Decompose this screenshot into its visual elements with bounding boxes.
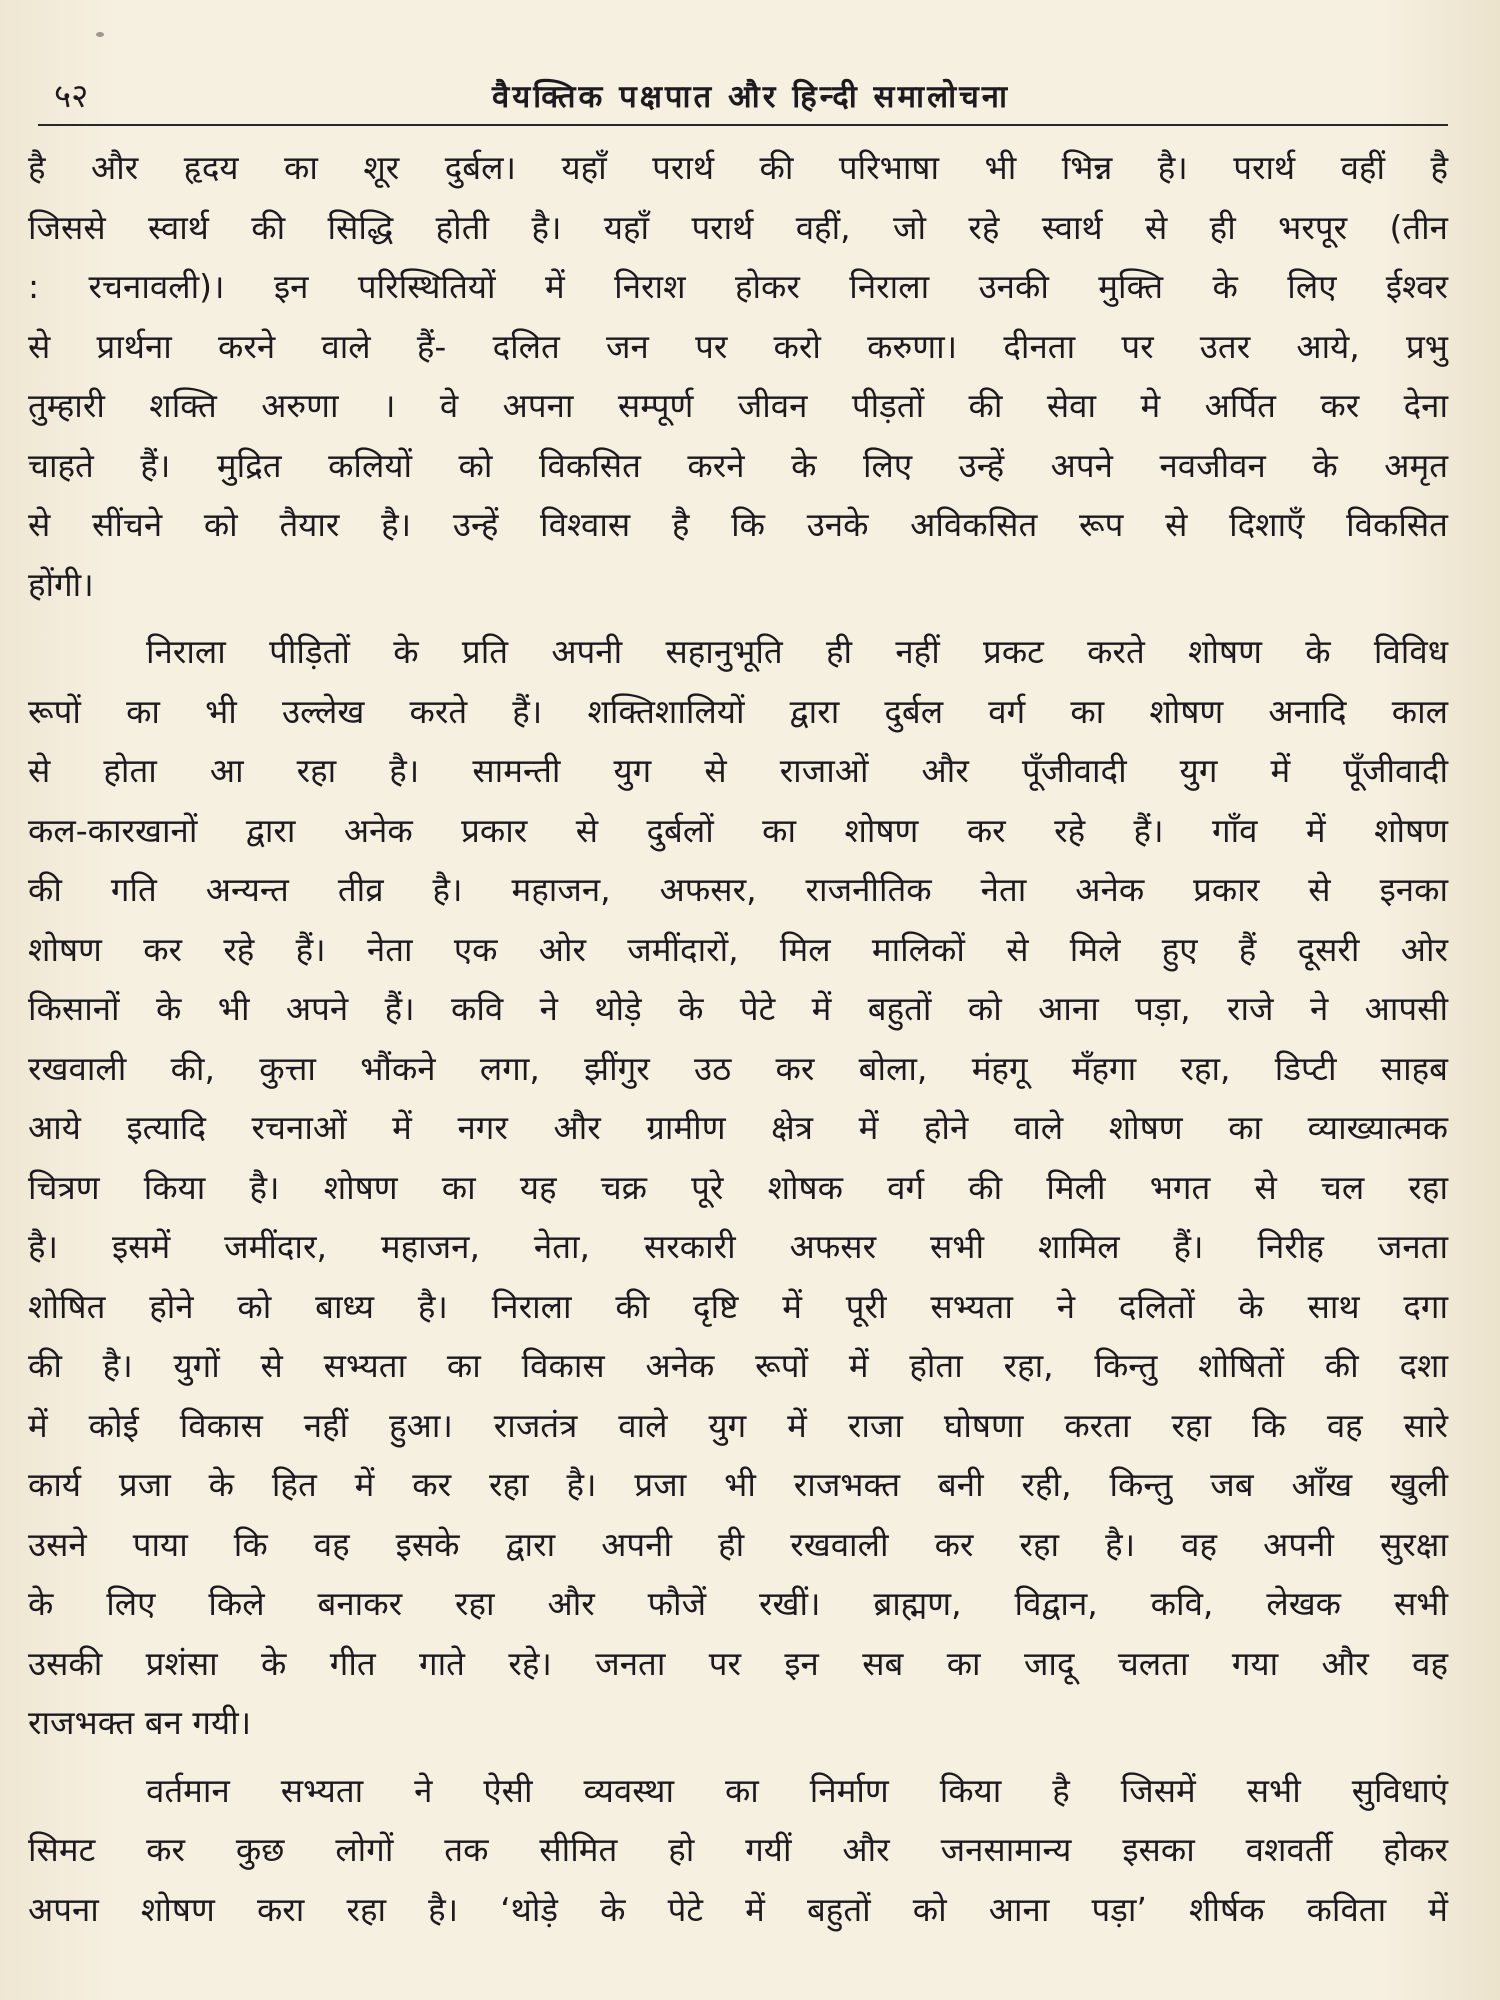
- page-number: ५२: [54, 76, 89, 115]
- text-line: है और हृदय का शूर दुर्बल। यहाँ परार्थ की परिभाषा भी भिन्न है। परार्थ वहीं है: [28, 148, 1448, 187]
- running-head: [38, 72, 1448, 126]
- body-text: [28, 138, 1448, 1939]
- text-line: से सींचने को तैयार है। उन्हें विश्वास है कि उनके अविकसित रूप से दिशाएँ विकसित: [28, 505, 1448, 544]
- text-line: राजभक्त बन गयी।: [28, 1703, 252, 1742]
- text-line: में कोई विकास नहीं हुआ। राजतंत्र वाले युग में राजा घोषणा करता रहा कि वह सारे: [28, 1405, 1448, 1445]
- text-line: कल-कारखानों द्वारा अनेक प्रकार से दुर्बलों का शोषण कर रहे हैं। गाँव में शोषण: [28, 810, 1448, 850]
- text-line: चाहते हैं। मुद्रित कलियों को विकसित करने के लिए उन्हें अपने नवजीवन के अमृत: [28, 445, 1448, 485]
- text-line: कार्य प्रजा के हित में कर रहा है। प्रजा भी राजभक्त बनी रही, किन्तु जब आँख खुली: [28, 1465, 1448, 1504]
- print-speck: [96, 32, 104, 37]
- paragraph-2: [28, 622, 1448, 1753]
- text-line: : रचनावली)। इन परिस्थितियों में निराश होकर निराला उनकी मुक्ति के लिए ईश्वर: [28, 267, 1448, 306]
- text-line: वर्तमान सभ्यता ने ऐसी व्यवस्था का निर्माण किया है जिसमें सभी सुविधाएं: [146, 1770, 1448, 1810]
- text-line: के लिए किले बनाकर रहा और फौजें रखीं। ब्राह्मण, विद्वान, कवि, लेखक सभी: [28, 1584, 1448, 1623]
- text-line: से प्रार्थना करने वाले हैं- दलित जन पर करो करुणा। दीनता पर उतर आये, प्रभु: [28, 326, 1448, 366]
- text-line: की गति अन्यन्त तीव्र है। महाजन, अफसर, राजनीतिक नेता अनेक प्रकार से इनका: [28, 870, 1448, 909]
- text-line: उसकी प्रशंसा के गीत गाते रहे। जनता पर इन सब का जादू चलता गया और वह: [28, 1643, 1448, 1683]
- text-line: अपना शोषण करा रहा है। ‘थोड़े के पेटे में बहुतों को आना पड़ा’ शीर्षक कविता में: [28, 1889, 1448, 1929]
- paragraph-1: [28, 138, 1448, 614]
- text-line: रखवाली की, कुत्ता भौंकने लगा, झींगुर उठ कर बोला, मंहगू मँहगा रहा, डिप्टी साहब: [28, 1048, 1448, 1088]
- text-line: शोषण कर रहे हैं। नेता एक ओर जमींदारों, मिल मालिकों से मिले हुए हैं दूसरी ओर: [28, 929, 1448, 969]
- text-line: शोषित होने को बाध्य है। निराला की दृष्टि में पूरी सभ्यता ने दलितों के साथ दगा: [28, 1286, 1448, 1326]
- text-line: होंगी।: [28, 564, 94, 604]
- text-line: सिमट कर कुछ लोगों तक सीमित हो गयीं और जनसामान्य इसका वशवर्ती होकर: [28, 1830, 1448, 1869]
- book-title: वैयक्तिक पक्षपात और हिन्दी समालोचना: [491, 79, 1011, 115]
- text-line: से होता आ रहा है। सामन्ती युग से राजाओं और पूँजीवादी युग में पूँजीवादी: [28, 751, 1448, 790]
- text-line: है। इसमें जमींदार, महाजन, नेता, सरकारी अफसर सभी शामिल हैं। निरीह जनता: [28, 1227, 1448, 1266]
- text-line: आये इत्यादि रचनाओं में नगर और ग्रामीण क्षेत्र में होने वाले शोषण का व्याख्यात्मक: [28, 1108, 1448, 1147]
- text-line: उसने पाया कि वह इसके द्वारा अपनी ही रखवाली कर रहा है। वह अपनी सुरक्षा: [28, 1524, 1448, 1564]
- text-line: चित्रण किया है। शोषण का यह चक्र पूरे शोषक वर्ग की मिली भगत से चल रहा: [28, 1167, 1448, 1207]
- text-line: रूपों का भी उल्लेख करते हैं। शक्तिशालियों द्वारा दुर्बल वर्ग का शोषण अनादि काल: [28, 691, 1448, 731]
- paragraph-3: [28, 1761, 1448, 1940]
- text-line: की है। युगों से सभ्यता का विकास अनेक रूपों में होता रहा, किन्तु शोषितों की दशा: [28, 1346, 1448, 1385]
- text-line: निराला पीड़ितों के प्रति अपनी सहानुभूति ही नहीं प्रकट करते शोषण के विविध: [146, 632, 1448, 671]
- text-line: तुम्हारी शक्ति अरुणा । वे अपना सम्पूर्ण जीवन पीड़तों की सेवा मे अर्पित कर देना: [28, 386, 1448, 425]
- text-line: किसानों के भी अपने हैं। कवि ने थोड़े के पेटे में बहुतों को आना पड़ा, राजे ने आपसी: [28, 989, 1448, 1028]
- text-line: जिससे स्वार्थ की सिद्धि होती है। यहाँ परार्थ वहीं, जो रहे स्वार्थ से ही भरपूर (तीन: [28, 207, 1448, 247]
